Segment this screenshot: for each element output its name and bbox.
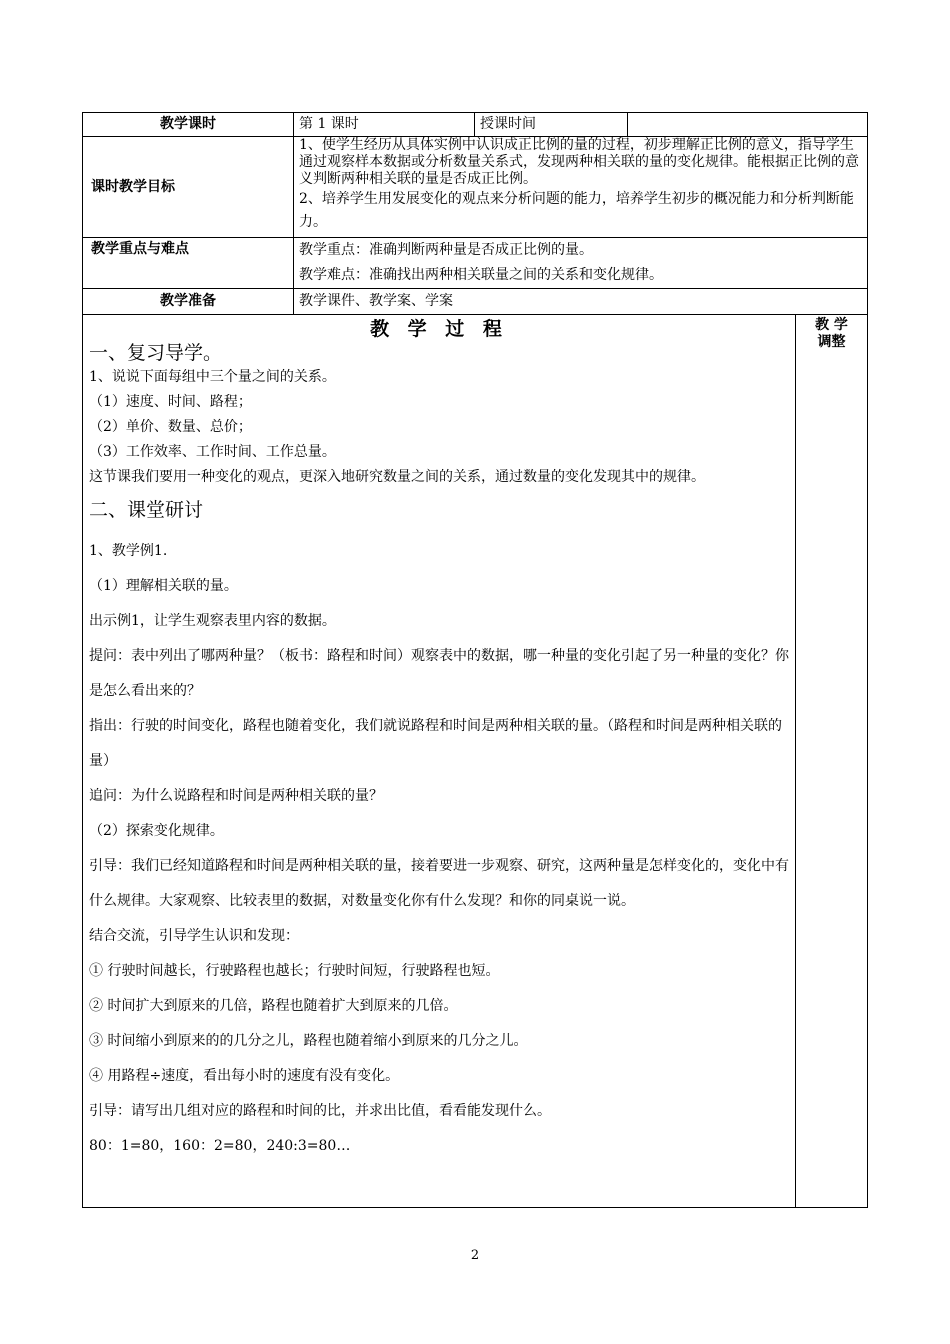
s2-line-12: ③ 时间缩小到原来的的几分之儿，路程也随着缩小到原来的几分之儿。 bbox=[89, 1033, 528, 1049]
key-points-label: 教学重点与难点 bbox=[83, 238, 294, 289]
teach-time-value bbox=[628, 113, 868, 137]
s1-line-3: （2）单价、数量、总价； bbox=[89, 419, 252, 435]
page-number: 2 bbox=[470, 1248, 480, 1263]
s2-line-14: 引导：请写出几组对应的路程和时间的比，并求出比值，看看能发现什么。 bbox=[89, 1103, 551, 1119]
adjust-label-1: 教 学 bbox=[815, 317, 848, 333]
s2-line-11: ② 时间扩大到原来的几倍，路程也随着扩大到原来的几倍。 bbox=[89, 998, 458, 1014]
goal-2: 2、培养学生用发展变化的观点来分析问题的能力，培养学生初步的概况能力和分析判断能力。 bbox=[299, 191, 854, 230]
s2-line-3: 出示例1，让学生观察表里内容的数据。 bbox=[89, 613, 336, 629]
s1-line-1: 1、说说下面每组中三个量之间的关系。 bbox=[89, 369, 336, 385]
s1-line-4: （3）工作效率、工作时间、工作总量。 bbox=[89, 444, 336, 460]
s2-line-13: ④ 用路程÷速度，看出每小时的速度有没有变化。 bbox=[89, 1068, 400, 1084]
s2-line-7: （2）探索变化规律。 bbox=[89, 823, 224, 839]
prep-value: 教学课件、教学案、学案 bbox=[294, 289, 868, 315]
s2-line-8: 引导：我们已经知道路程和时间是两种相关联的量，接着要进一步观察、研究，这两种量是怎样变化的，变化中有什么规律。大家观察、比较表里的数据，对数量变化你有什么发现？和你的同桌说一说。 bbox=[89, 858, 789, 909]
key-point-1: 教学重点：准确判断两种量是否成正比例的量。 bbox=[299, 242, 593, 258]
adjust-cell bbox=[796, 315, 868, 1208]
adjust-label-2: 调整 bbox=[817, 334, 846, 350]
section2-title: 二、课堂研讨 bbox=[89, 499, 204, 521]
s2-line-5: 指出：行驶的时间变化，路程也随着变化，我们就说路程和时间是两种相关联的量。（路程和时间是两种相关联的量） bbox=[89, 718, 782, 769]
teach-time-label: 授课时间 bbox=[475, 113, 628, 137]
goal-1: 1、使学生经历从具体实例中认识成正比例的量的过程，初步理解正比例的意义，指导学生通过观察样本数据或分析数量关系式，发现两种相关联的量的变化规律。能根据正比例的意义判断两种相关联的量是否成正比例。 bbox=[299, 137, 859, 187]
s2-line-2: （1）理解相关联的量。 bbox=[89, 578, 238, 594]
key-points-cell bbox=[294, 238, 868, 289]
section1-title: 一、复习导学。 bbox=[89, 342, 223, 364]
s2-line-6: 追问：为什么说路程和时间是两种相关联的量？ bbox=[89, 788, 383, 804]
s1-line-2: （1）速度、时间、路程； bbox=[89, 394, 252, 410]
s2-line-1: 1、教学例1. bbox=[89, 543, 168, 559]
lesson-plan-table bbox=[82, 112, 868, 1208]
s2-line-9: 结合交流，引导学生认识和发现： bbox=[89, 928, 299, 944]
key-point-2: 教学难点：准确找出两种相关联量之间的关系和变化规律。 bbox=[299, 267, 663, 283]
s2-line-15: 80：1=80，160：2=80，240:3=80… bbox=[89, 1138, 351, 1154]
s1-line-5: 这节课我们要用一种变化的观点，更深入地研究数量之间的关系，通过数量的变化发现其中的规律。 bbox=[89, 469, 705, 485]
prep-label: 教学准备 bbox=[83, 289, 294, 315]
lesson-hours-value: 第 1 课时 bbox=[294, 113, 475, 137]
s2-line-10: ① 行驶时间越长，行驶路程也越长；行驶时间短，行驶路程也短。 bbox=[89, 963, 500, 979]
goals-cell bbox=[294, 137, 868, 238]
process-cell bbox=[83, 315, 796, 1208]
goals-label: 课时教学目标 bbox=[83, 137, 294, 238]
s2-line-4: 提问：表中列出了哪两种量？（板书：路程和时间）观察表中的数据，哪一种量的变化引起了另一种量的变化？你是怎么看出来的？ bbox=[89, 648, 789, 699]
lesson-hours-label: 教学课时 bbox=[83, 113, 294, 137]
process-title: 教 学 过 程 bbox=[370, 318, 508, 340]
